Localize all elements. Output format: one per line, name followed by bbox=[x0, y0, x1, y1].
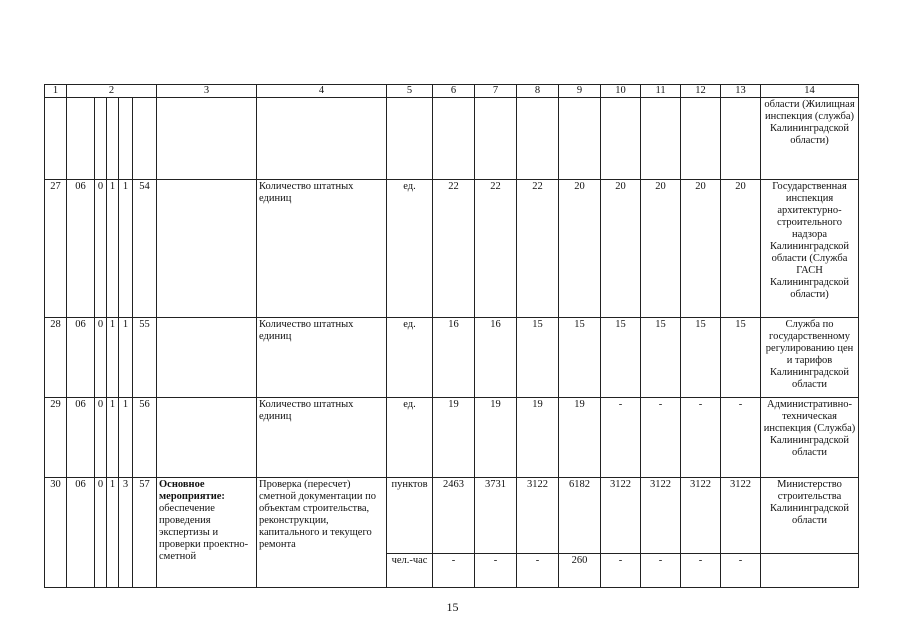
table-row bbox=[45, 398, 859, 478]
main-activity-text: обеспечение проведения экспертизы и проверки проектно-сметной bbox=[159, 503, 249, 562]
code-cell: 54 bbox=[133, 180, 157, 318]
value-cell: 3731 bbox=[475, 478, 517, 554]
value-cell: - bbox=[681, 554, 721, 588]
main-activity-label: Основное мероприятие: bbox=[159, 479, 225, 502]
header-cell: 8 bbox=[517, 85, 559, 98]
header-cell: 9 bbox=[559, 85, 601, 98]
responsible-cell: Служба по государственному регулированию цен и тарифов Калининградской области bbox=[761, 318, 859, 398]
unit-cell: пунктов bbox=[387, 478, 433, 554]
code-cell: 06 bbox=[67, 318, 95, 398]
header-cell: 4 bbox=[257, 85, 387, 98]
value-cell: 20 bbox=[601, 180, 641, 318]
code-cell: 0 bbox=[95, 180, 107, 318]
value-cell: - bbox=[517, 554, 559, 588]
value-cell: - bbox=[601, 554, 641, 588]
value-cell: 19 bbox=[475, 398, 517, 478]
value-cell: - bbox=[601, 398, 641, 478]
table-row bbox=[45, 180, 859, 318]
value-cell: - bbox=[721, 554, 761, 588]
responsible-cell: Государственная инспекция архитектурно-строительного надзора Калининградской области (Служба ГАСН Калининградской области) bbox=[761, 180, 859, 318]
value-cell: 15 bbox=[721, 318, 761, 398]
activity-cell bbox=[157, 398, 257, 478]
code-cell: 1 bbox=[107, 478, 119, 588]
value-cell: 2463 bbox=[433, 478, 475, 554]
table-row bbox=[45, 318, 859, 398]
code-cell: 1 bbox=[107, 398, 119, 478]
value-cell: - bbox=[475, 554, 517, 588]
value-cell: - bbox=[433, 554, 475, 588]
value-cell: 3122 bbox=[601, 478, 641, 554]
value-cell: - bbox=[641, 398, 681, 478]
activity-cell bbox=[157, 318, 257, 398]
value-cell: 15 bbox=[681, 318, 721, 398]
row-number: 28 bbox=[45, 318, 67, 398]
activity-cell bbox=[157, 478, 257, 588]
table-row-continuation bbox=[45, 98, 859, 180]
value-cell: 3122 bbox=[681, 478, 721, 554]
indicator-cell: Количество штатных единиц bbox=[257, 398, 387, 478]
value-cell: 3122 bbox=[641, 478, 681, 554]
value-cell: 19 bbox=[559, 398, 601, 478]
value-cell: 16 bbox=[433, 318, 475, 398]
row-number: 29 bbox=[45, 398, 67, 478]
activity-cell bbox=[157, 180, 257, 318]
value-cell: 3122 bbox=[721, 478, 761, 554]
value-cell: 15 bbox=[601, 318, 641, 398]
header-cell: 2 bbox=[67, 85, 157, 98]
value-cell: 19 bbox=[433, 398, 475, 478]
header-cell: 11 bbox=[641, 85, 681, 98]
header-cell: 14 bbox=[761, 85, 859, 98]
indicator-cell: Количество штатных единиц bbox=[257, 318, 387, 398]
code-cell: 1 bbox=[107, 318, 119, 398]
value-cell: 20 bbox=[641, 180, 681, 318]
code-cell: 0 bbox=[95, 398, 107, 478]
indicator-table bbox=[44, 84, 859, 588]
value-cell: 20 bbox=[721, 180, 761, 318]
indicator-cell: Количество штатных единиц bbox=[257, 180, 387, 318]
value-cell: 22 bbox=[475, 180, 517, 318]
header-row bbox=[45, 85, 859, 98]
code-cell: 1 bbox=[119, 398, 133, 478]
code-cell: 0 bbox=[95, 318, 107, 398]
value-cell: 15 bbox=[517, 318, 559, 398]
responsible-cell: Министерство строительства Калининградской области bbox=[761, 478, 859, 554]
code-cell: 55 bbox=[133, 318, 157, 398]
value-cell: 22 bbox=[517, 180, 559, 318]
value-cell: - bbox=[721, 398, 761, 478]
code-cell: 3 bbox=[119, 478, 133, 588]
unit-cell: ед. bbox=[387, 398, 433, 478]
code-cell: 1 bbox=[119, 180, 133, 318]
code-cell: 1 bbox=[119, 318, 133, 398]
indicator-cell: Проверка (пересчет) сметной документации по объектам строительства, реконструкции, капитального и текущего ремонта bbox=[257, 478, 387, 588]
value-cell: 6182 bbox=[559, 478, 601, 554]
value-cell: - bbox=[641, 554, 681, 588]
header-cell: 10 bbox=[601, 85, 641, 98]
header-cell: 13 bbox=[721, 85, 761, 98]
value-cell: 22 bbox=[433, 180, 475, 318]
row-number: 27 bbox=[45, 180, 67, 318]
code-cell: 06 bbox=[67, 180, 95, 318]
code-cell: 56 bbox=[133, 398, 157, 478]
responsible-cell: области (Жилищная инспекция (служба) Калининградской области) bbox=[761, 98, 859, 180]
table-row bbox=[45, 478, 859, 554]
header-cell: 1 bbox=[45, 85, 67, 98]
unit-cell: чел.-час bbox=[387, 554, 433, 588]
page-number: 15 bbox=[446, 600, 459, 614]
code-cell: 0 bbox=[95, 478, 107, 588]
row-number: 30 bbox=[45, 478, 67, 588]
value-cell: 16 bbox=[475, 318, 517, 398]
code-cell: 06 bbox=[67, 398, 95, 478]
responsible-cell: Административно-техническая инспекция (Служба) Калининградской области bbox=[761, 398, 859, 478]
value-cell: 3122 bbox=[517, 478, 559, 554]
header-cell: 5 bbox=[387, 85, 433, 98]
value-cell: 15 bbox=[641, 318, 681, 398]
header-cell: 6 bbox=[433, 85, 475, 98]
code-cell: 1 bbox=[107, 180, 119, 318]
value-cell: 19 bbox=[517, 398, 559, 478]
code-cell: 06 bbox=[67, 478, 95, 588]
unit-cell: ед. bbox=[387, 318, 433, 398]
value-cell: 20 bbox=[559, 180, 601, 318]
header-cell: 12 bbox=[681, 85, 721, 98]
value-cell: 15 bbox=[559, 318, 601, 398]
header-cell: 7 bbox=[475, 85, 517, 98]
unit-cell: ед. bbox=[387, 180, 433, 318]
value-cell: 260 bbox=[559, 554, 601, 588]
code-cell: 57 bbox=[133, 478, 157, 588]
value-cell: - bbox=[681, 398, 721, 478]
value-cell: 20 bbox=[681, 180, 721, 318]
header-cell: 3 bbox=[157, 85, 257, 98]
